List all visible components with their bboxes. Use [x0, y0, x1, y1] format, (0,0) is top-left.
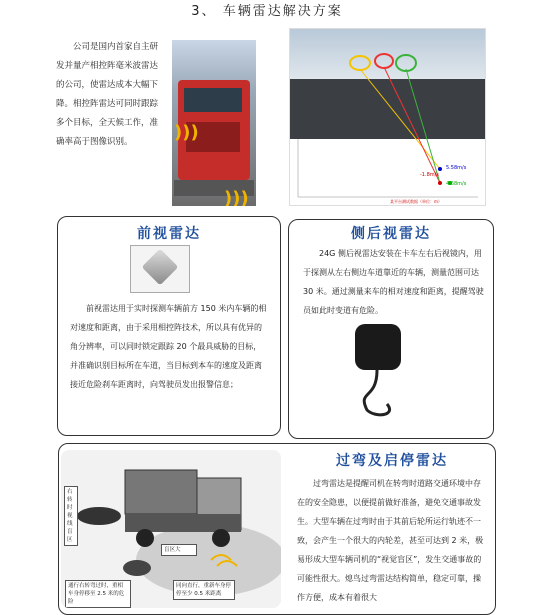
turn-radar-panel — [58, 443, 496, 615]
radar-overlay — [290, 29, 485, 205]
radar-wave-icon: ))) — [174, 122, 199, 143]
turn-radar-title: 过弯及启停雷达 — [336, 453, 448, 469]
illustration-caption: 同向直行，重新车身停停至少 0.5 米距离 — [173, 580, 235, 600]
road-radar-screenshot — [289, 28, 486, 206]
illustration-caption: 右转时视线盲区 — [64, 486, 78, 546]
illustration-caption: 通行右转弯过时，重相车身停移至 2.5 米的危险 — [65, 580, 131, 608]
front-radar-panel — [57, 216, 281, 436]
radar-wave-icon: ))) — [224, 188, 249, 206]
turn-blindspot-illustration — [61, 450, 281, 608]
section-title: 3、 车辆雷达解决方案 — [191, 4, 343, 19]
rear-radar-device-image — [347, 320, 419, 420]
chart-axis-note: 某平台测试数据（单位：m） — [390, 199, 442, 204]
truck-windshield — [184, 88, 242, 112]
truck-photo — [172, 40, 256, 206]
speed-label: -1.8m/s — [420, 172, 439, 178]
speed-label: 4.68m/s — [446, 181, 467, 187]
rear-radar-panel — [288, 219, 494, 439]
radar-module-icon — [142, 249, 179, 286]
turn-radar-body: 过弯雷达是提醒司机在转弯时道路交通环境中存在的安全隐患，以便提前做好准备，避免交通事故发生。大型车辆在过弯时由于其前后轮所运行轨迹不一致，会产生一个很大的内轮差，甚至可达到 2 米，极易形成大型车辆司机的“视觉盲区”，发生交通事故的可能性很大。熄鸟过弯雷达结构简单，稳定可靠，操作方便，成本有着很大 — [297, 479, 484, 602]
speed-label: 5.58m/s — [446, 165, 467, 171]
intro-paragraph: 公司是国内首家自主研发并量产相控阵毫米波雷达的公司，使雷达成本大幅下降。相控阵雷达可同时跟踪多个目标，全天候工作，准确率高于图像识别。 — [56, 42, 159, 147]
front-radar-title: 前视雷达 — [137, 226, 201, 242]
rear-radar-title: 侧后视雷达 — [351, 226, 431, 242]
rear-radar-body: 24G 侧后视雷达安装在卡车左右后视镜内，用于探测从左右侧边车道靠近的车辆，测量范围可达 30 米。通过测量来车的相对速度和距离，提醒驾驶员如此时变道有危险。 — [303, 249, 484, 315]
front-radar-device-image — [130, 245, 190, 293]
front-radar-body: 前视雷达用于实时探测车辆前方 150 米内车辆的相对速度和距离，由于采用相控阵技术，所以具有优异的角分辨率，可以同时锁定跟踪 20 个最具威胁的目标，并准确识别目标所在车道，当目标到本车的速度及距离接近危险刹车距离时，向驾驶员发出报警信息； — [70, 304, 267, 389]
illustration-caption: 盲区大 — [161, 544, 197, 556]
